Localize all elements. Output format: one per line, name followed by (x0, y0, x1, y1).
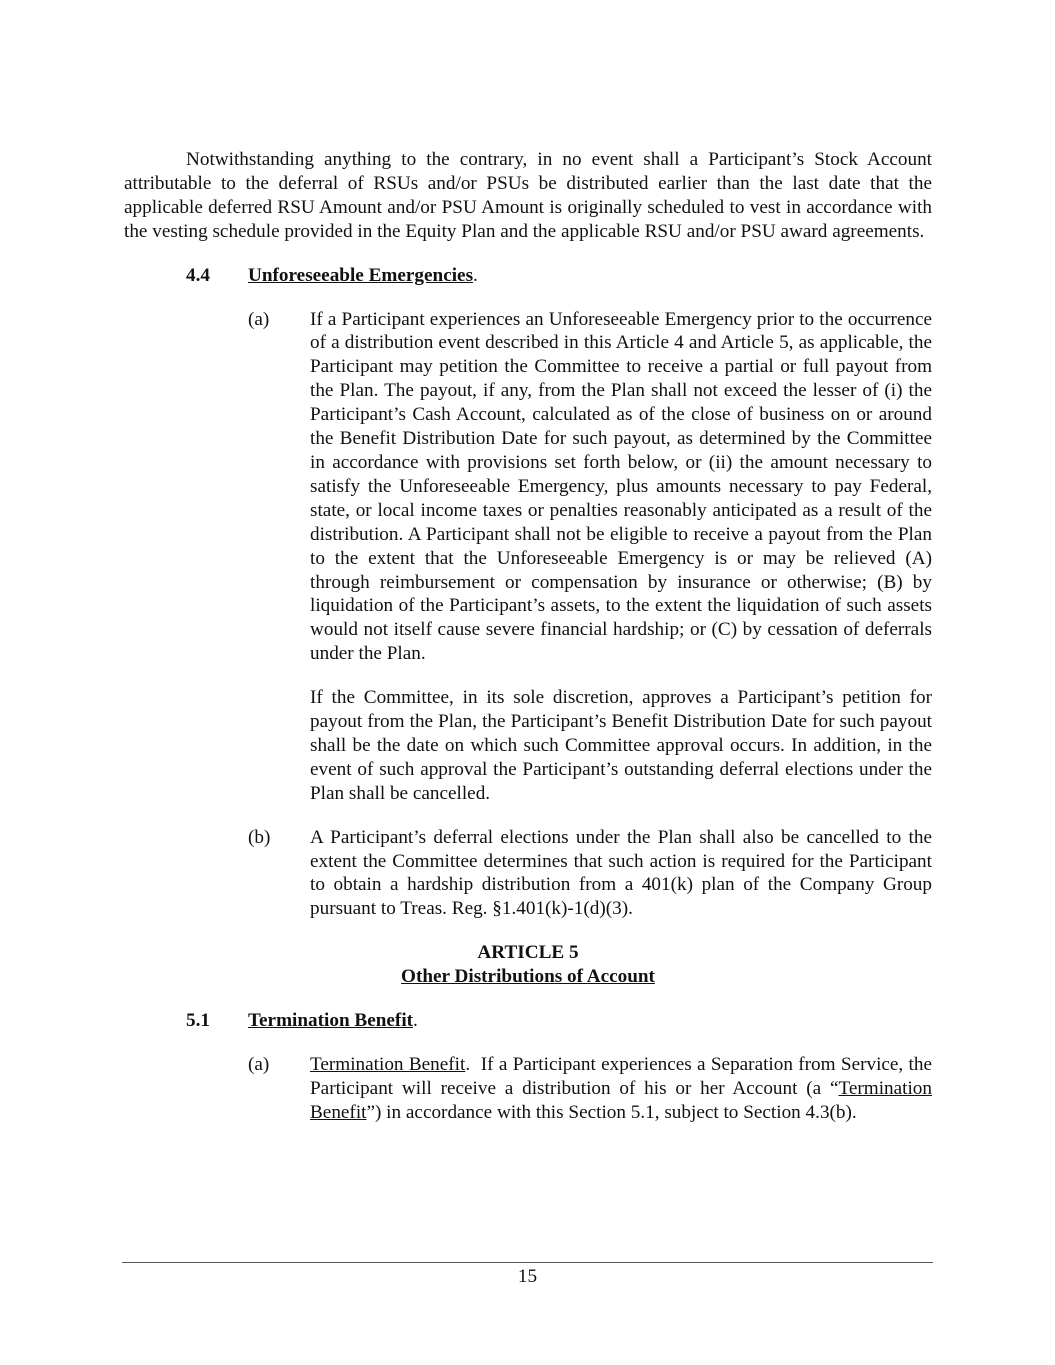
item-title: Termination Benefit (310, 1054, 466, 1076)
article-subtitle: Other Distributions of Account (401, 966, 655, 988)
item-text: A Participant’s deferral elections under the Plan shall also be cancelled to the extent the Committee determines that such action is required for the Participant to obtain a hardship distribution from a 401(k) plan of the Company Group pursuant to Treas. Reg. §1.401(k)-1(d)(3). (310, 826, 932, 920)
item-label: (b) (248, 826, 271, 848)
section-title: Termination Benefit (248, 1010, 414, 1032)
section-title: Unforeseeable Emergencies (248, 264, 474, 286)
section-4-4-heading: 4.4 Unforeseeable Emergencies. (186, 264, 478, 286)
section-4-4-item-a (124, 308, 932, 667)
item-label: (a) (248, 1054, 270, 1076)
section-4-4-item-b (124, 826, 932, 922)
section-5-1-item-a (124, 1053, 932, 1125)
item-text-part2: ”) in accordance with this Section 5.1, subject to Section 4.3(b). (366, 1102, 857, 1123)
section-4-4-item-a-continuation: If the Committee, in its sole discretion, approves a Participant’s petition for payout from the Plan, the Participant’s Benefit Distribution Date for such payout shall be the date on which such Committee approval occurs. In addition, in the event of such approval the Participant’s outstanding deferral elections under the Plan shall be cancelled. (310, 687, 932, 804)
article-5-heading (124, 941, 932, 989)
item-text: If a Participant experiences an Unforeseeable Emergency prior to the occurrence of a distribution event described in this Article 4 and Article 5, as applicable, the Participant may petition the Committee to receive a partial or full payout from the Plan. The payout, if any, from the Plan shall not exceed the lesser of (i) the Participant’s Cash Account, calculated as of the close of business on or around the Benefit Distribution Date for such payout, as determined by the Committee in accordance with provisions set forth below, or (ii) the amount necessary to satisfy the Unforeseeable Emergency, plus amounts necessary to pay Federal, state, or local income taxes or penalties reasonably anticipated as a result of the distribution. A Participant shall not be eligible to receive a payout from the Plan to the extent that the Unforeseeable Emergency is or may be relieved (A) through reimbursement or compensation by insurance or otherwise; (B) by liquidation of the Participant’s assets, to the extent the liquidation of such assets would not itself cause severe financial hardship; or (C) by cessation of deferrals under the Plan. (310, 308, 932, 665)
section-number: 5.1 (186, 1010, 210, 1032)
page-number: 15 (517, 1266, 538, 1287)
intro-paragraph: Notwithstanding anything to the contrary, in no event shall a Participant’s Stock Account attributable to the deferral of RSUs and/or PSUs be distributed earlier than the last date that the applicable deferred RSU Amount and/or PSU Amount is originally scheduled to vest in accordance with the vesting schedule provided in the Equity Plan and the applicable RSU and/or PSU award agreements. (124, 149, 932, 242)
item-text-part1: If a Participant experiences a Separation from Service, the Participant will receive a distribution of his or her Account (a “ (310, 1054, 932, 1100)
section-number: 4.4 (186, 264, 210, 286)
defined-term: Termination Benefit (310, 1078, 932, 1123)
section-5-1-heading: 5.1 Termination Benefit. (186, 1010, 418, 1032)
item-label: (a) (248, 308, 270, 330)
article-title: ARTICLE 5 (477, 942, 579, 964)
item-text: Termination Benefit. If a Participant experiences a Separation from Service, the Participant will receive a distribution of his or her Account (a “Termination Benefit”) in accordance with this Section 5.1, subject to Section 4.3(b). (310, 1054, 932, 1123)
document-page (124, 148, 932, 1125)
footer-rule (122, 1262, 933, 1263)
